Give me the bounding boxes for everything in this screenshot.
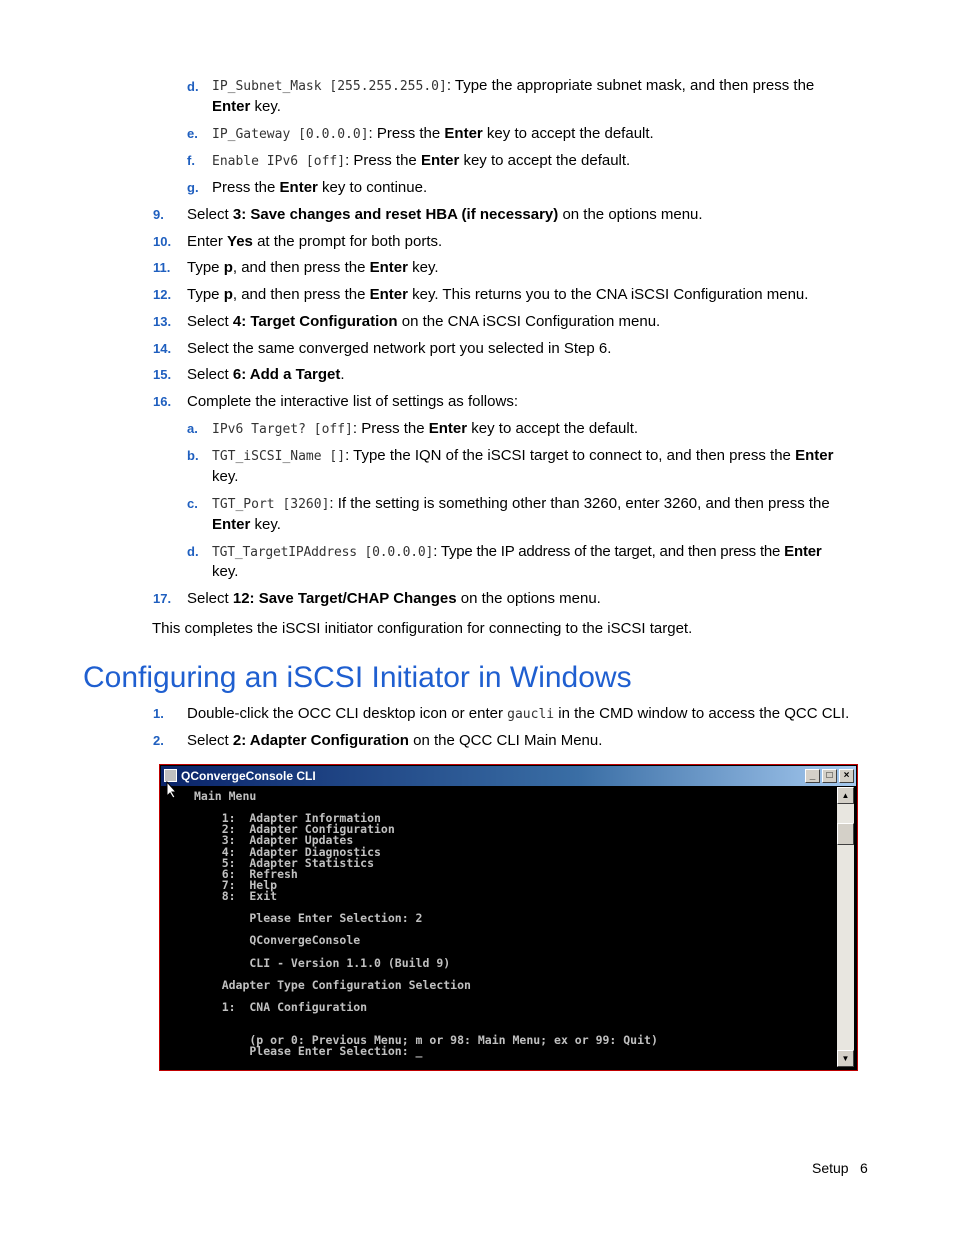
key-p: p xyxy=(223,259,233,276)
text-fragment: key. xyxy=(407,259,439,276)
menu-option: 2: Adapter Configuration xyxy=(232,732,409,749)
menu-option: 12: Save Target/CHAP Changes xyxy=(232,590,457,607)
scroll-down-icon: ▼ xyxy=(837,1050,854,1067)
console-line: 6: Refresh xyxy=(194,866,298,881)
console-line: Adapter Type Configuration Selection xyxy=(194,977,471,992)
console-line: Please Enter Selection: _ xyxy=(194,1044,423,1059)
minimize-icon: _ xyxy=(805,769,820,783)
step-15-number: 15. xyxy=(153,367,172,382)
text-fragment: key to accept the default. xyxy=(459,152,631,169)
substep-c-number: c. xyxy=(187,496,198,511)
text-fragment: , and then press the xyxy=(232,286,370,303)
text-fragment: Select xyxy=(187,206,233,223)
text-fragment: : Type the IP address of the target, and then press the xyxy=(433,543,785,560)
key-name: Enter xyxy=(784,543,822,560)
step-d-number: d. xyxy=(187,79,199,94)
step-14-number: 14. xyxy=(153,341,172,356)
text-fragment: key to accept the default. xyxy=(467,420,639,437)
substep-d-number: d. xyxy=(187,544,199,559)
substep-c-text xyxy=(212,494,830,514)
console-line: 3: Adapter Updates xyxy=(194,833,354,848)
code-setting: TGT_iSCSI_Name [] xyxy=(212,449,346,464)
key-name: Enter xyxy=(369,259,408,276)
text-fragment: key. xyxy=(250,516,281,533)
scroll-thumb xyxy=(837,823,854,845)
key-name: Enter xyxy=(420,152,460,169)
key-name: Enter xyxy=(795,447,834,464)
text-fragment: Enter xyxy=(187,233,228,250)
text-fragment: Press the xyxy=(212,179,280,196)
text-fragment: : Press the xyxy=(368,125,445,142)
text-fragment: on the options menu. xyxy=(558,206,703,223)
step-e-number: e. xyxy=(187,126,198,141)
text-fragment: key. xyxy=(250,98,281,115)
command-gaucli: gaucli xyxy=(507,707,555,722)
text-fragment: in the CMD window to access the QCC CLI. xyxy=(554,705,850,722)
key-name: Enter xyxy=(212,516,251,533)
text-fragment: Type xyxy=(187,259,224,276)
step-g-number: g. xyxy=(187,180,199,195)
console-line: 7: Help xyxy=(194,877,278,892)
console-line: 5: Adapter Statistics xyxy=(194,855,375,870)
step-9-number: 9. xyxy=(153,207,164,222)
menu-option: 4: Target Configuration xyxy=(232,313,398,330)
text-fragment: at the prompt for both ports. xyxy=(252,233,443,250)
code-setting: Enable IPv6 [off] xyxy=(212,154,346,169)
text-fragment: key to continue. xyxy=(317,179,428,196)
menu-option: 3: Save changes and reset HBA (if necessary) xyxy=(232,206,559,223)
section-heading: Configuring an iSCSI Initiator in Windows xyxy=(83,661,632,694)
step-17-text xyxy=(187,589,601,608)
window-title: QConvergeConsole CLI xyxy=(181,769,316,783)
text-fragment: Select xyxy=(187,590,233,607)
key-name: Enter xyxy=(444,125,483,142)
console-line: 4: Adapter Diagnostics xyxy=(194,844,381,859)
step-d-text xyxy=(212,76,814,96)
substep-c-continuation xyxy=(212,515,281,534)
console-line: Main Menu xyxy=(194,789,257,803)
step-f-number: f. xyxy=(187,153,195,168)
win-step-2-number: 2. xyxy=(153,733,164,748)
text-fragment: Select xyxy=(187,313,233,330)
console-scrollbar xyxy=(837,787,854,1067)
step-d-continuation xyxy=(212,97,281,116)
close-icon: × xyxy=(839,769,854,783)
text-fragment: on the QCC CLI Main Menu. xyxy=(408,732,603,749)
step-11-number: 11. xyxy=(153,260,171,275)
step-g-text xyxy=(212,178,427,197)
substep-a-number: a. xyxy=(187,421,198,436)
console-output xyxy=(164,787,836,1067)
substep-b-text xyxy=(212,446,833,466)
scroll-up-icon: ▲ xyxy=(837,787,854,804)
text-fragment: : If the setting is something other than 3260, enter 3260, and then press the xyxy=(329,495,830,512)
step-13-text xyxy=(187,312,660,331)
text-fragment: : Type the IQN of the iSCSI target to connect to, and then press the xyxy=(345,447,796,464)
footer-page-number: 6 xyxy=(860,1160,868,1176)
substep-d-text xyxy=(212,542,822,562)
step-16-number: 16. xyxy=(153,394,172,409)
text-fragment: key to accept the default. xyxy=(482,125,654,142)
conclusion-text: This completes the iSCSI initiator configuration for connecting to the iSCSI target. xyxy=(152,620,693,637)
code-setting: TGT_TargetIPAddress [0.0.0.0] xyxy=(212,545,434,560)
code-setting: TGT_Port [3260] xyxy=(212,497,330,512)
step-10-number: 10. xyxy=(153,234,172,249)
text-fragment: Double-click the OCC CLI desktop icon or enter xyxy=(187,705,508,722)
text-fragment: : Press the xyxy=(345,152,421,169)
code-setting: IP_Gateway [0.0.0.0] xyxy=(212,127,369,142)
step-12-text xyxy=(187,285,808,304)
step-10-text xyxy=(187,232,442,251)
text-fragment: Type xyxy=(187,286,224,303)
text-fragment: , and then press the xyxy=(232,259,370,276)
step-14-text: Select the same converged network port you selected in Step 6. xyxy=(187,340,612,357)
maximize-icon: □ xyxy=(822,769,837,783)
menu-option: 6: Add a Target xyxy=(232,366,341,383)
console-line: 2: Adapter Configuration xyxy=(194,822,395,837)
console-line: CLI - Version 1.1.0 (Build 9) xyxy=(194,955,451,970)
text-fragment: key. This returns you to the CNA iSCSI Configuration menu. xyxy=(407,286,809,303)
step-15-text xyxy=(187,365,345,384)
console-line: (p or 0: Previous Menu; m or 98: Main Menu; ex or 99: Quit) xyxy=(194,1033,658,1048)
key-name: Enter xyxy=(212,98,251,115)
console-line: QConvergeConsole xyxy=(194,933,361,948)
text-fragment: . xyxy=(340,366,345,383)
step-12-number: 12. xyxy=(153,287,172,302)
console-line: 8: Exit xyxy=(194,888,278,903)
console-screenshot xyxy=(159,764,858,1071)
win-step-1-number: 1. xyxy=(153,706,164,721)
code-setting: IPv6 Target? [off] xyxy=(212,422,353,437)
substep-d-continuation: key. xyxy=(212,563,239,580)
text-fragment: Select xyxy=(187,732,233,749)
win-step-2-text xyxy=(187,731,602,750)
step-13-number: 13. xyxy=(153,314,172,329)
console-line: 1: CNA Configuration xyxy=(194,999,368,1014)
window-titlebar xyxy=(161,766,856,786)
substep-b-number: b. xyxy=(187,448,199,463)
step-e-text xyxy=(212,124,654,144)
text-fragment: on the options menu. xyxy=(456,590,601,607)
text-fragment: : Type the appropriate subnet mask, and then press the xyxy=(446,77,815,94)
step-9-text xyxy=(187,205,703,224)
footer-section: Setup xyxy=(812,1160,849,1176)
step-11-text xyxy=(187,258,439,277)
step-16-text: Complete the interactive list of settings as follows: xyxy=(187,393,518,410)
key-name: Enter xyxy=(279,179,318,196)
substep-a-text xyxy=(212,419,638,439)
text-fragment: Select xyxy=(187,366,233,383)
console-line: 1: Adapter Information xyxy=(194,811,381,826)
step-17-number: 17. xyxy=(153,591,172,606)
console-line: Please Enter Selection: 2 xyxy=(194,911,423,926)
key-p: p xyxy=(223,286,233,303)
win-step-1-text xyxy=(187,704,849,724)
text-fragment: : Press the xyxy=(352,420,429,437)
key-name: Enter xyxy=(428,420,468,437)
mouse-pointer-icon xyxy=(166,781,178,799)
substep-b-continuation: key. xyxy=(212,468,239,485)
step-f-text xyxy=(212,151,630,171)
text-fragment: on the CNA iSCSI Configuration menu. xyxy=(397,313,661,330)
answer-yes: Yes xyxy=(227,233,253,250)
code-setting: IP_Subnet_Mask [255.255.255.0] xyxy=(212,79,447,94)
key-name: Enter xyxy=(369,286,408,303)
